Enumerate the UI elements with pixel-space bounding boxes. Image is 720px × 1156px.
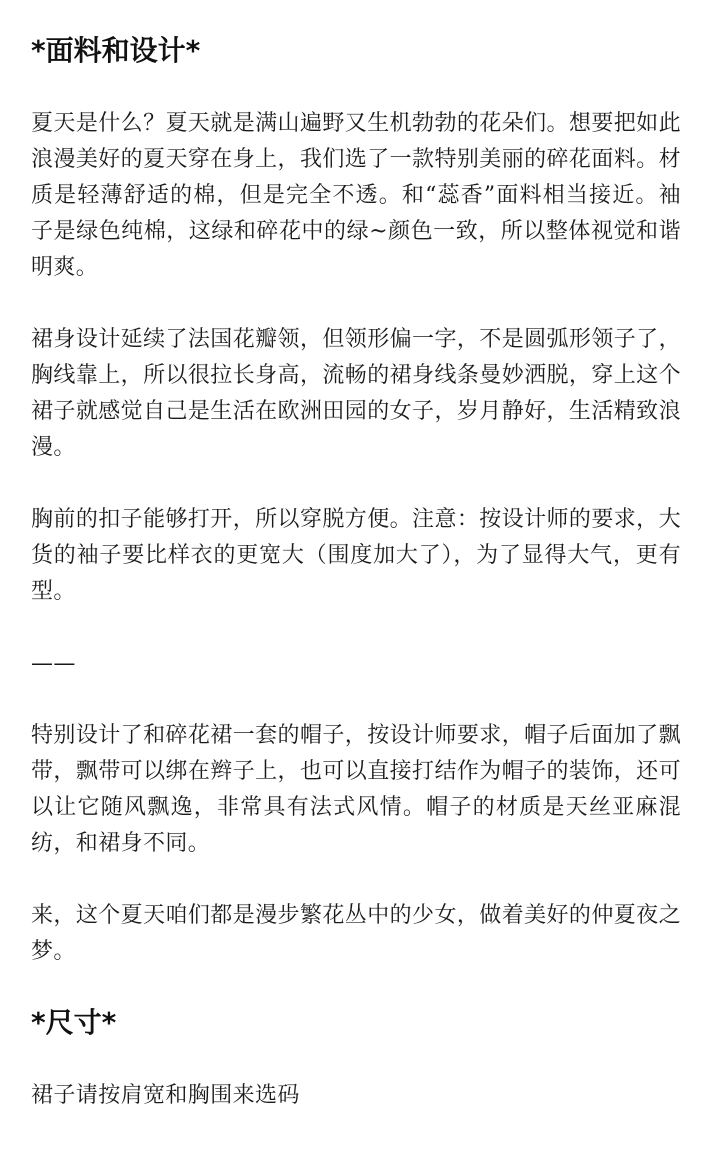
section-title-fabric-design: *面料和设计* — [31, 34, 201, 67]
paragraph-matching-hat: 特别设计了和碎花裙一套的帽子，按设计师要求，帽子后面加了飘带，飘带可以绑在辫子上，也可以直接打结作为帽子的装饰，还可以让它随风飘逸，非常具有法式风情。帽子的材质是天丝亚麻混纺，和裙身不同。 — [31, 723, 681, 856]
paragraph-size-guide: 裙子请按肩宽和胸围来选码 — [31, 1083, 300, 1108]
paragraph-dress-design: 裙身设计延续了法国花瓣领，但领形偏一字，不是圆弧形领子了，胸线靠上，所以很拉长身高，流畅的裙身线条曼妙洒脱，穿上这个裙子就感觉自己是生活在欧洲田园的女子，岁月静好，生活精致浪漫。 — [31, 327, 681, 460]
section-divider-dash: —— — [31, 651, 76, 676]
paragraph-summer-fabric: 夏天是什么？夏天就是满山遍野又生机勃勃的花朵们。想要把如此浪漫美好的夏天穿在身上，我们选了一款特别美丽的碎花面料。材质是轻薄舒适的棉，但是完全不透。和“蕊香”面料相当接近。袖子是绿色纯棉，这绿和碎花中的绿~颜色一致，所以整体视觉和谐明爽。 — [31, 111, 681, 280]
paragraph-buttons-sleeves: 胸前的扣子能够打开，所以穿脱方便。注意：按设计师的要求，大货的袖子要比样衣的更宽大（围度加大了），为了显得大气，更有型。 — [31, 507, 681, 604]
section-title-size: *尺寸* — [31, 1006, 117, 1039]
paragraph-summer-dream: 来，这个夏天咱们都是漫步繁花丛中的少女，做着美好的仲夏夜之梦。 — [31, 903, 681, 964]
